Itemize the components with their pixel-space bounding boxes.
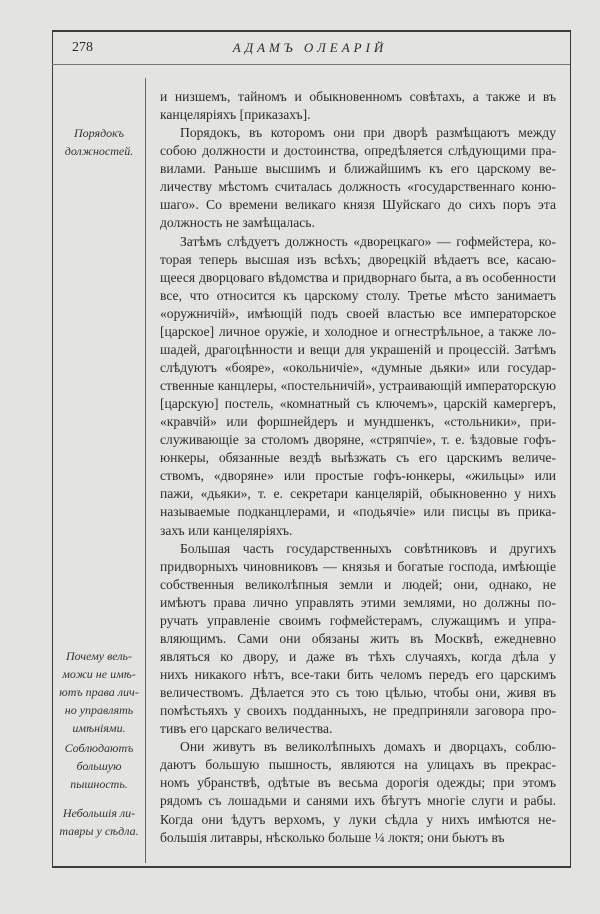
side-note-line: Небольшія ли-: [62, 806, 136, 820]
side-note-line: должностей.: [64, 144, 134, 158]
side-note-line: Почему вель-: [65, 649, 133, 663]
side-note-line: Соблюдаютъ: [64, 741, 134, 755]
text-line: Большая часть государственныхъ совѣтниковъ и другихъ: [180, 540, 556, 556]
text-line: личеству мѣстомъ считалась должность «государственнаго коню-: [160, 179, 556, 195]
text-line: придворныхъ чиновниковъ — князья и богатые господа, имѣющіе: [160, 558, 556, 574]
paragraph: [160, 233, 556, 540]
side-note-line: тавры у сѣдла.: [59, 824, 139, 838]
text-line: щееся дворцоваго вѣдомства и придворнаго быта, а въ особенности: [160, 269, 556, 285]
side-note-line: пышность.: [70, 777, 128, 791]
text-line: слѣдуютъ «бояре», «окольничіе», «думные дьяки» или государ-: [160, 359, 556, 375]
side-note-line: можи не имѣ-: [62, 667, 136, 681]
text-line: даютъ большую пышность, являются на улицахъ въ прекрас-: [160, 757, 556, 773]
text-line: канцеляріяхъ [приказахъ].: [160, 107, 311, 123]
text-line: рядомъ съ лошадьми и санями ихъ бѣгутъ многіе слуги и рабы.: [160, 793, 556, 809]
text-line: Они живутъ въ великолѣпныхъ домахъ и дворцахъ, соблю-: [180, 739, 556, 755]
text-line: помѣстьяхъ у своихъ подданныхъ, не предприняли заговора про-: [160, 703, 556, 719]
text-line: собою должности и достоинства, опредѣляется слѣдующими пра-: [160, 143, 556, 159]
text-line: ственные канцлеры, «постельничій», устраивающій императорскую: [160, 378, 556, 393]
text-line: ручать управленіе своимъ гофмейстерамъ, служащимъ и упра-: [160, 612, 556, 628]
text-line: [царскую] постель, «комнатный съ ключемъ», царскій камергеръ,: [160, 396, 556, 412]
text-line: юнкеры, обязанные вездѣ выѣзжать съ его царскимъ величе-: [160, 450, 556, 466]
running-title: АДАМЪ ОЛЕАРІЙ: [232, 40, 388, 55]
text-line: Затѣмъ слѣдуетъ должность «дворецкаго» — гофмейстера, ко-: [180, 233, 556, 249]
side-note-line: имѣніями.: [72, 721, 126, 735]
text-line: «оружничій», имѣющій подъ своей властью все императорское: [160, 305, 556, 321]
side-note: [54, 804, 144, 840]
side-note: [54, 647, 144, 737]
text-line: большія литавры, нѣсколько больше ¼ локтя; они бьютъ въ: [160, 829, 505, 845]
side-note-line: большую: [76, 759, 122, 773]
text-line: являться ко двору, и даже въ тѣхъ случаяхъ, когда дѣла у: [160, 648, 556, 664]
text-line: служивающіе за столомъ дворяне, «стряпчіе», т. е. ѣздовые гофъ-: [160, 432, 556, 448]
text-line: собственныя великолѣпныя земли и людей; они, однако, не: [160, 576, 556, 592]
text-line: шаго». Со времени великаго князя Шуйскаго до сихъ поръ эта: [160, 197, 556, 213]
side-note: [54, 739, 144, 793]
page-number: 278: [72, 40, 93, 55]
text-line: вляющимъ. Сами они обязаны жить въ Москвѣ, ежедневно: [160, 630, 556, 646]
text-line: торая теперь высшая изъ всѣхъ; дворецкій вѣдаетъ все, касаю-: [160, 251, 556, 267]
text-line: вилами. Раньше высшимъ и ближайшимъ къ его царскому ве-: [160, 161, 556, 177]
text-line: шадей, драгоцѣнности и вещи для украшеній и процессій. Затѣмъ: [160, 341, 556, 357]
text-line: Когда они ѣдутъ верхомъ, у луки сѣдла у нихъ имѣются не-: [160, 811, 556, 827]
text-line: захъ или канцеляріяхъ.: [160, 522, 293, 538]
paragraph: [160, 124, 556, 232]
text-line: все, что относится къ царскому столу. Третье мѣсто занимаетъ: [160, 287, 556, 303]
side-note-line: ютъ права лич-: [59, 685, 139, 699]
text-line: нихъ никакого нѣтъ, все-таки бить челомъ передъ его царскимъ: [160, 667, 556, 682]
text-line: «кравчій» или форшнейдеръ и мундшенкъ, «стольники», при-: [160, 414, 556, 430]
paragraph: [160, 540, 556, 739]
text-line: называемые подканцлерами, и «подьячіе» или писцы въ прика-: [160, 504, 556, 520]
text-line: и низшемъ, тайномъ и обыкновенномъ совѣтахъ, а также и въ: [160, 89, 556, 104]
main-text: [160, 88, 556, 847]
side-note-line: Порядокъ: [74, 126, 124, 140]
text-line: должность не замѣщалась.: [160, 215, 315, 231]
text-line: величествомъ. Дѣлается это съ тою цѣлью, чтобы они, живя въ: [160, 685, 556, 701]
paragraph: [160, 738, 556, 846]
text-line: [царское] личное оружіе, и холодное и огнестрѣльное, а также ло-: [160, 323, 556, 339]
header-rule: [52, 64, 570, 65]
paragraph: [160, 88, 556, 124]
margin-divider: [145, 78, 146, 863]
text-line: номъ убранствѣ, одѣтые въ весьма дорогія одежды; при этомъ: [160, 775, 556, 791]
text-line: Порядокъ, въ которомъ они при дворѣ размѣщаютъ между: [180, 125, 556, 141]
text-line: пажи, «дьяки», т. е. секретари канцелярій, обыкновенно у нихъ: [160, 486, 556, 502]
side-note-line: но управлять: [64, 703, 134, 717]
side-note: [54, 124, 144, 160]
text-line: ствомъ, «дворяне» или простые гофъ-юнкеры, «жильцы» или: [160, 468, 556, 484]
text-line: имѣютъ права лично управлять этими землями, но должны по-: [160, 594, 556, 610]
text-line: тивъ его царскаго величества.: [160, 721, 333, 737]
